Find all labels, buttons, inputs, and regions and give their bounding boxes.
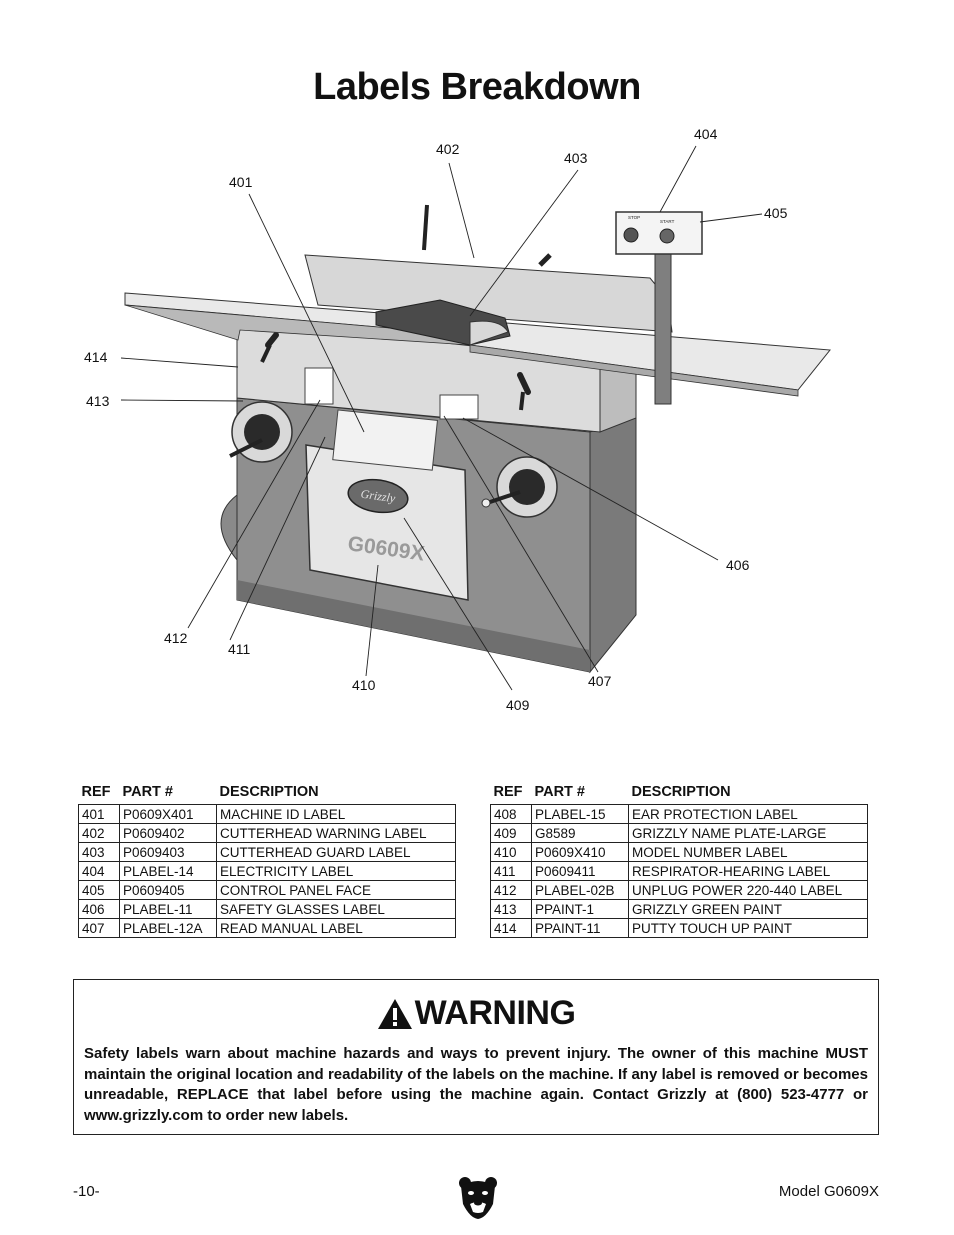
cell-ref: 408 — [491, 805, 532, 824]
table-row — [79, 805, 456, 824]
callout-403: 403 — [564, 150, 588, 166]
cell-description: CUTTERHEAD GUARD LABEL — [217, 843, 456, 862]
cell-description: EAR PROTECTION LABEL — [629, 805, 868, 824]
cell-ref: 414 — [491, 919, 532, 938]
page-number: -10- — [73, 1183, 100, 1200]
callout-411: 411 — [228, 641, 251, 657]
cell-ref: 407 — [79, 919, 120, 938]
warning-heading — [74, 994, 878, 1033]
cell-ref: 402 — [79, 824, 120, 843]
callout-409: 409 — [506, 697, 530, 713]
cell-ref: 410 — [491, 843, 532, 862]
cell-description: MACHINE ID LABEL — [217, 805, 456, 824]
cell-part-number: G8589 — [532, 824, 629, 843]
cell-ref: 411 — [491, 862, 532, 881]
table-row — [491, 881, 868, 900]
cell-part-number: P0609403 — [120, 843, 217, 862]
callout-407: 407 — [588, 673, 612, 689]
cell-ref: 403 — [79, 843, 120, 862]
warning-triangle-icon — [377, 998, 413, 1030]
cell-description: READ MANUAL LABEL — [217, 919, 456, 938]
table-row — [79, 900, 456, 919]
cell-description: RESPIRATOR-HEARING LABEL — [629, 862, 868, 881]
cell-ref: 405 — [79, 881, 120, 900]
cell-part-number: PLABEL-11 — [120, 900, 217, 919]
callout-401: 401 — [229, 174, 253, 190]
table-row — [79, 881, 456, 900]
column-header-description: DESCRIPTION — [631, 784, 731, 800]
model-label-text: G0609X — [346, 532, 426, 566]
cell-part-number: P0609411 — [532, 862, 629, 881]
cell-ref: 412 — [491, 881, 532, 900]
cell-description: CUTTERHEAD WARNING LABEL — [217, 824, 456, 843]
cell-description: ELECTRICITY LABEL — [217, 862, 456, 881]
table-row — [79, 862, 456, 881]
stop-label: STOP — [628, 215, 641, 220]
table-row — [79, 824, 456, 843]
table-row — [491, 862, 868, 881]
machine-base-side — [590, 418, 636, 672]
cell-description: GRIZZLY GREEN PAINT — [629, 900, 868, 919]
start-label: START — [660, 219, 675, 224]
table-row — [491, 919, 868, 938]
column-header-ref: REF — [493, 784, 523, 800]
cell-part-number: PLABEL-12A — [120, 919, 217, 938]
table-row — [79, 843, 456, 862]
callout-406: 406 — [726, 557, 750, 573]
callout-413: 413 — [86, 393, 110, 409]
cell-ref: 413 — [491, 900, 532, 919]
cell-part-number: P0609X410 — [532, 843, 629, 862]
cell-ref: 401 — [79, 805, 120, 824]
table-row — [491, 824, 868, 843]
table-header-row — [79, 784, 456, 805]
column-header-description: DESCRIPTION — [219, 784, 319, 800]
cell-part-number: PPAINT-1 — [532, 900, 629, 919]
cell-ref: 406 — [79, 900, 120, 919]
cell-description: GRIZZLY NAME PLATE-LARGE — [629, 824, 868, 843]
cell-part-number: PLABEL-15 — [532, 805, 629, 824]
warning-title: WARNING — [414, 994, 576, 1032]
nameplate-text: Grizzly — [359, 486, 397, 506]
column-header-part: PART # — [122, 784, 173, 800]
warning-box — [73, 979, 879, 1135]
cell-part-number: PLABEL-02B — [532, 881, 629, 900]
column-header-part: PART # — [534, 784, 585, 800]
cell-description: MODEL NUMBER LABEL — [629, 843, 868, 862]
table-row — [79, 919, 456, 938]
grizzly-bear-logo-icon — [458, 1176, 498, 1220]
callout-402: 402 — [436, 141, 460, 157]
cell-part-number: P0609405 — [120, 881, 217, 900]
callout-405: 405 — [764, 205, 788, 221]
model-footer: Model G0609X — [778, 1183, 879, 1200]
page-title: Labels Breakdown — [313, 66, 641, 108]
cell-ref: 409 — [491, 824, 532, 843]
cell-ref: 404 — [79, 862, 120, 881]
callout-414: 414 — [84, 349, 108, 365]
parts-table-right — [490, 784, 868, 938]
cell-description: UNPLUG POWER 220-440 LABEL — [629, 881, 868, 900]
cell-description: CONTROL PANEL FACE — [217, 881, 456, 900]
callout-412: 412 — [164, 630, 188, 646]
cell-part-number: P0609402 — [120, 824, 217, 843]
cell-part-number: P0609X401 — [120, 805, 217, 824]
cell-description: SAFETY GLASSES LABEL — [217, 900, 456, 919]
parts-table-left — [78, 784, 456, 938]
callout-404: 404 — [694, 126, 718, 142]
table-row — [491, 900, 868, 919]
cell-description: PUTTY TOUCH UP PAINT — [629, 919, 868, 938]
column-header-ref: REF — [81, 784, 111, 800]
cell-part-number: PPAINT-11 — [532, 919, 629, 938]
cell-part-number: PLABEL-14 — [120, 862, 217, 881]
table-header-row — [491, 784, 868, 805]
callout-410: 410 — [352, 677, 376, 693]
table-row — [491, 843, 868, 862]
table-row — [491, 805, 868, 824]
warning-text: Safety labels warn about machine hazards and ways to prevent injury. The owner of this machine MUST maintain the original location and readability of the labels on the machine. If any label is removed or becomes unreadable, REPLACE that label before using the machine again. Contact Grizzly at (800) 523-4777 or www.grizzly.com to order new labels. — [84, 1045, 868, 1124]
